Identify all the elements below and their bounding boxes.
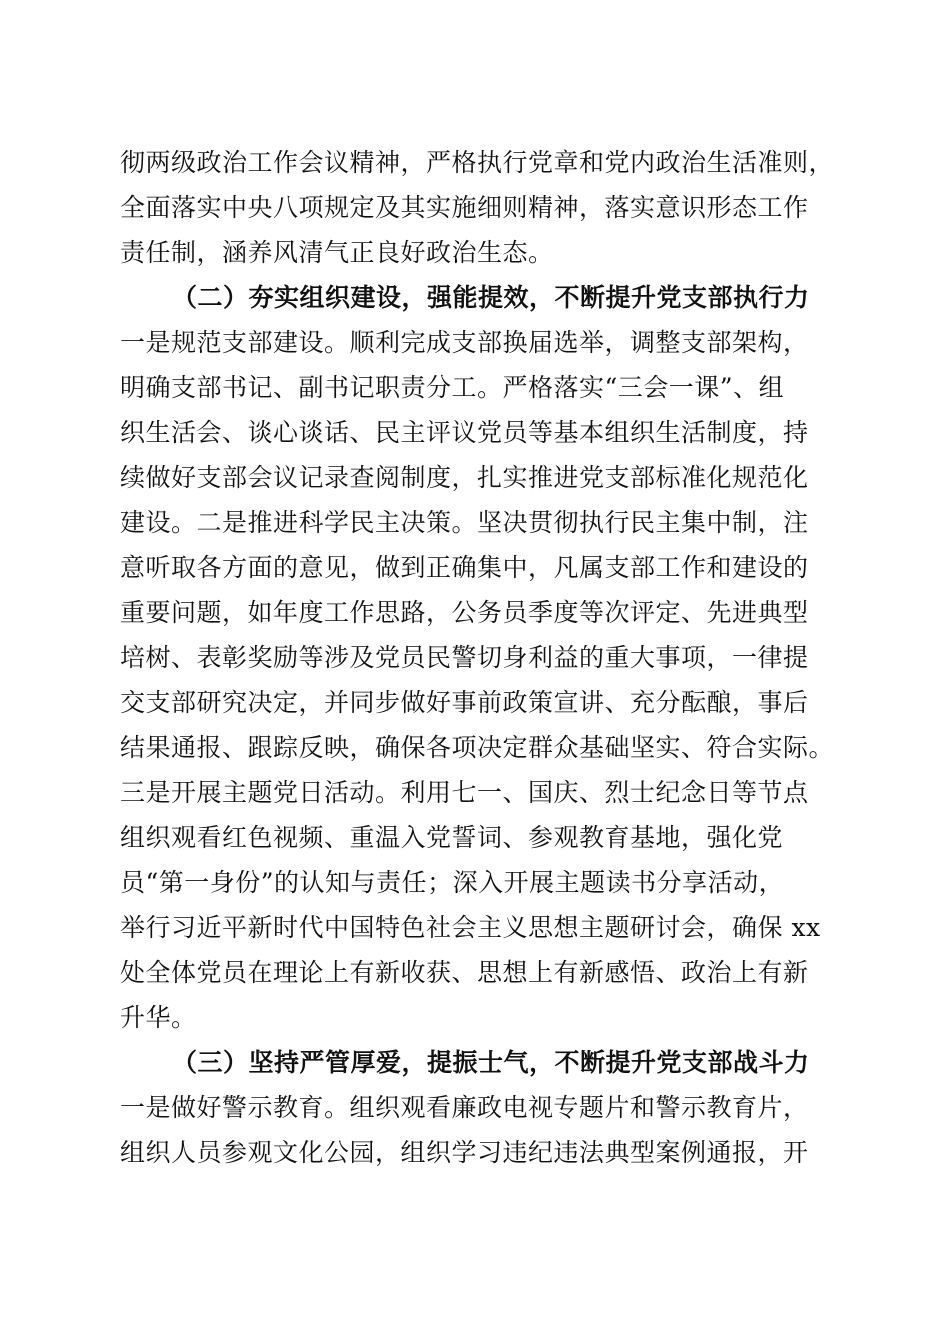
body-text-line: 员“第一身份”的认知与责任；深入开展主题读书分享活动， (120, 868, 785, 897)
body-text-line: 一是做好警示教育。组织观看廉政电视专题片和警示教育片， (120, 1093, 809, 1122)
body-text-line: 升华。 (120, 1003, 197, 1032)
body-text-line: 责任制，涵养风清气正良好政治生态。 (120, 238, 554, 267)
body-text-line: 一是规范支部建设。顺利完成支部换届选举，调整支部架构， (120, 328, 809, 357)
body-text-line: 交支部研究决定，并同步做好事前政策宣讲、充分酝酿，事后 (120, 688, 809, 717)
body-text-line: 明确支部书记、副书记职责分工。严格落实“三会一课”、组 (120, 373, 785, 402)
section-heading-2: （二）夯实组织建设，强能提效，不断提升党支部执行力 (172, 283, 810, 312)
body-text-line: 意听取各方面的意见，做到正确集中，凡属支部工作和建设的 (120, 553, 809, 582)
body-text-line: 处全体党员在理论上有新收获、思想上有新感悟、政治上有新 (120, 958, 809, 987)
body-text-line: 织生活会、谈心谈话、民主评议党员等基本组织生活制度，持 (120, 418, 809, 447)
body-text-line: 组织观看红色视频、重温入党誓词、参观教育基地，强化党 (120, 823, 784, 852)
body-text-line: 建设。二是推进科学民主决策。坚决贯彻执行民主集中制，注 (120, 508, 809, 537)
body-text-line: 彻两级政治工作会议精神，严格执行党章和党内政治生活准则， (120, 148, 835, 177)
body-text-line: 举行习近平新时代中国特色社会主义思想主题研讨会，确保 xx (120, 913, 821, 942)
body-text-line: 培树、表彰奖励等涉及党员民警切身利益的重大事项，一律提 (120, 643, 809, 672)
body-text-line: 续做好支部会议记录查阅制度，扎实推进党支部标准化规范化 (120, 463, 809, 492)
section-heading-3: （三）坚持严管厚爱，提振士气，不断提升党支部战斗力 (172, 1048, 810, 1077)
body-text-line: 重要问题，如年度工作思路，公务员季度等次评定、先进典型 (120, 598, 809, 627)
body-text-line: 三是开展主题党日活动。利用七一、国庆、烈士纪念日等节点 (120, 778, 809, 807)
body-text-line: 结果通报、跟踪反映，确保各项决定群众基础坚实、符合实际。 (120, 733, 835, 762)
body-text-line: 组织人员参观文化公园，组织学习违纪违法典型案例通报，开 (120, 1138, 809, 1167)
body-text-line: 全面落实中央八项规定及其实施细则精神，落实意识形态工作 (120, 193, 809, 222)
